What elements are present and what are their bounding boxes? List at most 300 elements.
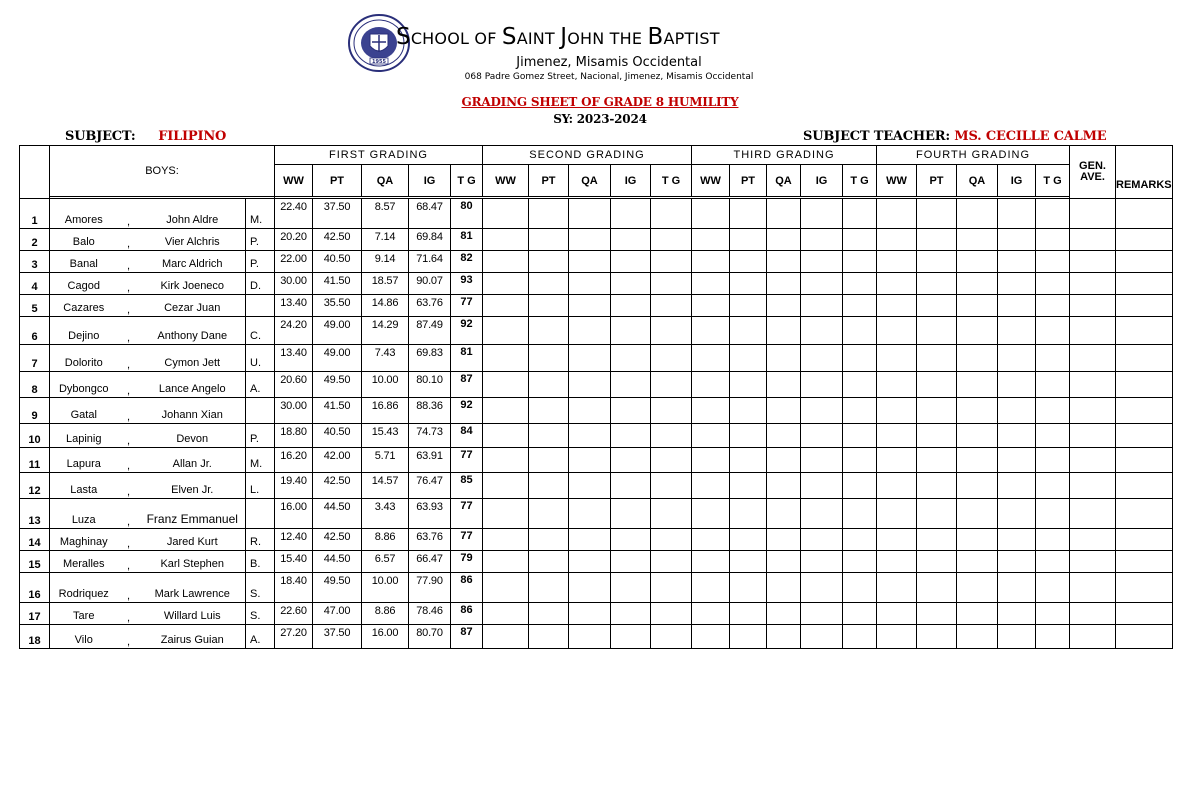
subcol-header-3-ww: WW (692, 165, 730, 197)
score-pt: 47.00 (313, 603, 362, 625)
student-last-name: Gatal (50, 398, 118, 424)
subject-value: FILIPINO (158, 129, 227, 144)
score-tg: 92 (451, 317, 483, 345)
empty-grade-cell (998, 317, 1036, 345)
score-pt: 40.50 (313, 424, 362, 448)
empty-grade-cell (957, 199, 998, 229)
empty-grade-cell (730, 573, 767, 603)
student-row (20, 273, 1173, 295)
student-middle-initial: B. (246, 551, 275, 573)
student-number: 18 (20, 625, 50, 649)
empty-grade-cell (957, 372, 998, 398)
score-ig: 69.84 (409, 229, 451, 251)
student-row (20, 529, 1173, 551)
empty-grade-cell (843, 199, 877, 229)
grading-table (19, 145, 1173, 649)
empty-grade-cell (1036, 317, 1070, 345)
school-address-line1: Jimenez, Misamis Occidental (516, 55, 702, 70)
student-row (20, 199, 1173, 229)
empty-grade-cell (483, 372, 529, 398)
empty-grade-cell (651, 229, 692, 251)
empty-grade-cell (767, 551, 801, 573)
empty-grade-cell (569, 273, 611, 295)
empty-grade-cell (692, 345, 730, 372)
score-qa: 16.00 (362, 625, 409, 649)
empty-grade-cell (767, 398, 801, 424)
student-last-name: Rodriquez (50, 573, 118, 603)
score-ww: 30.00 (275, 398, 313, 424)
empty-grade-cell (957, 473, 998, 499)
empty-grade-cell (529, 448, 569, 473)
empty-grade-cell (843, 573, 877, 603)
empty-grade-cell (569, 529, 611, 551)
empty-grade-cell (877, 317, 917, 345)
score-tg: 80 (451, 199, 483, 229)
subject-field (65, 129, 226, 144)
empty-grade-cell (957, 317, 998, 345)
empty-grade-cell (998, 473, 1036, 499)
empty-grade-cell (917, 473, 957, 499)
name-comma: , (118, 625, 140, 649)
empty-grade-cell (651, 199, 692, 229)
score-tg: 86 (451, 603, 483, 625)
score-qa: 14.86 (362, 295, 409, 317)
empty-grade-cell (611, 398, 651, 424)
student-row (20, 573, 1173, 603)
empty-grade-cell (801, 295, 843, 317)
empty-grade-cell (730, 499, 767, 529)
empty-grade-cell (483, 499, 529, 529)
empty-grade-cell (843, 229, 877, 251)
student-middle-initial: L. (246, 473, 275, 499)
student-last-name: Lapinig (50, 424, 118, 448)
empty-grade-cell (611, 199, 651, 229)
school-name-text: OHN THE (567, 29, 648, 48)
empty-grade-cell (877, 499, 917, 529)
empty-grade-cell (730, 473, 767, 499)
name-comma: , (118, 499, 140, 529)
gen-ave-cell (1070, 473, 1116, 499)
empty-grade-cell (998, 273, 1036, 295)
empty-grade-cell (730, 551, 767, 573)
student-number: 1 (20, 199, 50, 229)
school-name-capital: S (396, 24, 411, 50)
gen-ave-cell (1070, 529, 1116, 551)
empty-grade-cell (998, 448, 1036, 473)
empty-grade-cell (611, 345, 651, 372)
empty-grade-cell (529, 499, 569, 529)
remarks-cell (1116, 199, 1173, 229)
subcol-header-4-tg: T G (1036, 165, 1070, 197)
empty-grade-cell (917, 398, 957, 424)
remarks-cell (1116, 398, 1173, 424)
name-comma: , (118, 573, 140, 603)
score-tg: 77 (451, 295, 483, 317)
remarks-cell (1116, 424, 1173, 448)
empty-grade-cell (917, 199, 957, 229)
empty-grade-cell (611, 317, 651, 345)
student-middle-initial: S. (246, 603, 275, 625)
empty-grade-cell (611, 273, 651, 295)
student-row (20, 448, 1173, 473)
student-number: 12 (20, 473, 50, 499)
empty-grade-cell (651, 529, 692, 551)
subcol-header-2-tg: T G (651, 165, 692, 197)
empty-grade-cell (877, 603, 917, 625)
empty-grade-cell (877, 448, 917, 473)
score-ww: 18.80 (275, 424, 313, 448)
student-last-name: Dybongco (50, 372, 118, 398)
empty-grade-cell (651, 273, 692, 295)
subcol-header-2-ww: WW (483, 165, 529, 197)
student-row (20, 345, 1173, 372)
empty-grade-cell (569, 499, 611, 529)
school-address-line2: 068 Padre Gomez Street, Nacional, Jimenez, Misamis Occidental (464, 72, 754, 82)
empty-grade-cell (957, 229, 998, 251)
name-comma: , (118, 603, 140, 625)
empty-grade-cell (1036, 573, 1070, 603)
student-row (20, 625, 1173, 649)
logo-year: 1955 (372, 59, 386, 66)
empty-grade-cell (483, 229, 529, 251)
empty-grade-cell (692, 529, 730, 551)
empty-grade-cell (692, 424, 730, 448)
score-qa: 16.86 (362, 398, 409, 424)
school-year: SY: 2023-2024 (553, 112, 647, 126)
student-last-name: Banal (50, 251, 118, 273)
subcol-header-1-ig: IG (409, 165, 451, 197)
empty-grade-cell (767, 372, 801, 398)
student-first-name: Cezar Juan (140, 295, 246, 317)
empty-grade-cell (957, 603, 998, 625)
remarks-cell (1116, 529, 1173, 551)
sheet-title: GRADING SHEET OF GRADE 8 HUMILITY (461, 95, 739, 109)
empty-grade-cell (569, 251, 611, 273)
student-number: 4 (20, 273, 50, 295)
empty-grade-cell (801, 273, 843, 295)
empty-grade-cell (529, 229, 569, 251)
student-first-name: Karl Stephen (140, 551, 246, 573)
score-tg: 77 (451, 529, 483, 551)
empty-grade-cell (877, 273, 917, 295)
student-middle-initial: P. (246, 229, 275, 251)
empty-grade-cell (569, 603, 611, 625)
empty-grade-cell (877, 625, 917, 649)
teacher-value: MS. CECILLE CALME (954, 129, 1107, 144)
name-comma: , (118, 251, 140, 273)
empty-grade-cell (917, 345, 957, 372)
score-ig: 76.47 (409, 473, 451, 499)
score-tg: 86 (451, 573, 483, 603)
empty-grade-cell (998, 251, 1036, 273)
score-ig: 69.83 (409, 345, 451, 372)
gen-ave-cell (1070, 448, 1116, 473)
gen-ave-cell (1070, 424, 1116, 448)
empty-grade-cell (651, 448, 692, 473)
empty-grade-cell (957, 295, 998, 317)
empty-grade-cell (529, 273, 569, 295)
gen-ave-cell (1070, 273, 1116, 295)
score-pt: 42.00 (313, 448, 362, 473)
score-qa: 10.00 (362, 573, 409, 603)
empty-grade-cell (998, 229, 1036, 251)
empty-grade-cell (767, 317, 801, 345)
student-number: 8 (20, 372, 50, 398)
empty-grade-cell (801, 398, 843, 424)
score-pt: 49.00 (313, 345, 362, 372)
gen-ave-cell (1070, 199, 1116, 229)
score-pt: 41.50 (313, 273, 362, 295)
empty-grade-cell (843, 529, 877, 551)
score-pt: 42.50 (313, 229, 362, 251)
empty-grade-cell (529, 317, 569, 345)
empty-grade-cell (843, 603, 877, 625)
empty-grade-cell (529, 551, 569, 573)
empty-grade-cell (730, 398, 767, 424)
score-ww: 30.00 (275, 273, 313, 295)
score-qa: 3.43 (362, 499, 409, 529)
empty-grade-cell (767, 295, 801, 317)
empty-grade-cell (843, 251, 877, 273)
remarks-cell (1116, 499, 1173, 529)
empty-grade-cell (957, 424, 998, 448)
score-ig: 71.64 (409, 251, 451, 273)
empty-grade-cell (877, 529, 917, 551)
empty-grade-cell (483, 345, 529, 372)
empty-grade-cell (651, 603, 692, 625)
score-ww: 22.60 (275, 603, 313, 625)
gen-ave-cell (1070, 345, 1116, 372)
empty-grade-cell (529, 625, 569, 649)
empty-grade-cell (877, 345, 917, 372)
student-number: 14 (20, 529, 50, 551)
empty-grade-cell (692, 625, 730, 649)
empty-grade-cell (957, 448, 998, 473)
empty-grade-cell (998, 573, 1036, 603)
empty-grade-cell (917, 229, 957, 251)
empty-grade-cell (529, 372, 569, 398)
score-ww: 22.40 (275, 199, 313, 229)
empty-grade-cell (843, 295, 877, 317)
student-first-name: Johann Xian (140, 398, 246, 424)
empty-grade-cell (998, 345, 1036, 372)
empty-grade-cell (767, 473, 801, 499)
student-first-name: Jared Kurt (140, 529, 246, 551)
empty-grade-cell (529, 603, 569, 625)
empty-grade-cell (801, 529, 843, 551)
student-number: 16 (20, 573, 50, 603)
empty-grade-cell (611, 625, 651, 649)
empty-grade-cell (529, 398, 569, 424)
empty-grade-cell (611, 573, 651, 603)
score-ig: 63.76 (409, 295, 451, 317)
student-row (20, 251, 1173, 273)
score-tg: 79 (451, 551, 483, 573)
empty-grade-cell (529, 573, 569, 603)
score-qa: 14.57 (362, 473, 409, 499)
empty-grade-cell (767, 573, 801, 603)
empty-grade-cell (801, 603, 843, 625)
empty-grade-cell (801, 372, 843, 398)
empty-grade-cell (957, 251, 998, 273)
score-ig: 90.07 (409, 273, 451, 295)
empty-grade-cell (998, 199, 1036, 229)
student-last-name: Luza (50, 499, 118, 529)
remarks-cell (1116, 295, 1173, 317)
student-first-name: Lance Angelo (140, 372, 246, 398)
empty-grade-cell (611, 372, 651, 398)
empty-grade-cell (917, 499, 957, 529)
score-qa: 9.14 (362, 251, 409, 273)
student-last-name: Amores (50, 199, 118, 229)
empty-grade-cell (843, 372, 877, 398)
empty-grade-cell (651, 551, 692, 573)
empty-grade-cell (843, 424, 877, 448)
student-number: 6 (20, 317, 50, 345)
name-comma: , (118, 448, 140, 473)
empty-grade-cell (569, 625, 611, 649)
name-comma: , (118, 551, 140, 573)
empty-grade-cell (651, 573, 692, 603)
student-first-name: John Aldre (140, 199, 246, 229)
score-ww: 13.40 (275, 345, 313, 372)
school-name-text: AINT (516, 29, 561, 48)
student-first-name: Marc Aldrich (140, 251, 246, 273)
document-header (0, 0, 1200, 90)
empty-grade-cell (730, 603, 767, 625)
student-row (20, 398, 1173, 424)
empty-grade-cell (611, 499, 651, 529)
score-tg: 93 (451, 273, 483, 295)
score-ww: 20.20 (275, 229, 313, 251)
student-row (20, 499, 1173, 529)
student-last-name: Lasta (50, 473, 118, 499)
score-qa: 15.43 (362, 424, 409, 448)
empty-grade-cell (1036, 295, 1070, 317)
student-middle-initial: U. (246, 345, 275, 372)
empty-grade-cell (611, 295, 651, 317)
empty-grade-cell (843, 317, 877, 345)
remarks-cell (1116, 317, 1173, 345)
score-ww: 20.60 (275, 372, 313, 398)
empty-grade-cell (611, 229, 651, 251)
empty-grade-cell (569, 372, 611, 398)
empty-grade-cell (730, 448, 767, 473)
remarks-cell (1116, 603, 1173, 625)
empty-grade-cell (998, 603, 1036, 625)
student-row (20, 372, 1173, 398)
empty-grade-cell (767, 603, 801, 625)
empty-grade-cell (998, 372, 1036, 398)
gen-ave-cell (1070, 229, 1116, 251)
empty-grade-cell (917, 273, 957, 295)
teacher-field (803, 129, 1107, 144)
empty-grade-cell (651, 345, 692, 372)
student-first-name: Anthony Dane (140, 317, 246, 345)
score-ww: 19.40 (275, 473, 313, 499)
score-tg: 81 (451, 229, 483, 251)
third-grading-header: THIRD GRADING (692, 146, 877, 165)
subcol-header-1-pt: PT (313, 165, 362, 197)
empty-grade-cell (569, 199, 611, 229)
empty-grade-cell (801, 317, 843, 345)
empty-grade-cell (877, 473, 917, 499)
empty-grade-cell (801, 625, 843, 649)
student-first-name: Allan Jr. (140, 448, 246, 473)
empty-grade-cell (692, 448, 730, 473)
score-qa: 7.14 (362, 229, 409, 251)
empty-grade-cell (730, 199, 767, 229)
remarks-cell (1116, 273, 1173, 295)
student-first-name: Devon (140, 424, 246, 448)
empty-grade-cell (843, 273, 877, 295)
score-ww: 22.00 (275, 251, 313, 273)
student-last-name: Maghinay (50, 529, 118, 551)
boys-header: BOYS: (50, 146, 275, 197)
fourth-grading-header: FOURTH GRADING (877, 146, 1070, 165)
school-name-capital: B (647, 24, 664, 50)
gen-ave-cell (1070, 499, 1116, 529)
empty-grade-cell (801, 551, 843, 573)
remarks-cell (1116, 345, 1173, 372)
student-last-name: Lapura (50, 448, 118, 473)
student-last-name: Cagod (50, 273, 118, 295)
score-qa: 6.57 (362, 551, 409, 573)
empty-grade-cell (483, 529, 529, 551)
empty-grade-cell (692, 603, 730, 625)
score-tg: 77 (451, 499, 483, 529)
empty-grade-cell (1036, 603, 1070, 625)
student-number: 10 (20, 424, 50, 448)
subcol-header-1-qa: QA (362, 165, 409, 197)
empty-grade-cell (692, 295, 730, 317)
empty-grade-cell (1036, 229, 1070, 251)
score-pt: 42.50 (313, 473, 362, 499)
subcol-header-3-ig: IG (801, 165, 843, 197)
empty-grade-cell (877, 295, 917, 317)
empty-grade-cell (917, 551, 957, 573)
score-tg: 81 (451, 345, 483, 372)
student-last-name: Balo (50, 229, 118, 251)
remarks-cell (1116, 551, 1173, 573)
gen-ave-cell (1070, 625, 1116, 649)
empty-grade-cell (767, 251, 801, 273)
empty-grade-cell (877, 251, 917, 273)
empty-grade-cell (767, 345, 801, 372)
empty-grade-cell (692, 573, 730, 603)
score-ig: 68.47 (409, 199, 451, 229)
empty-grade-cell (767, 625, 801, 649)
empty-grade-cell (957, 573, 998, 603)
student-number: 3 (20, 251, 50, 273)
empty-grade-cell (651, 424, 692, 448)
empty-grade-cell (998, 625, 1036, 649)
gen-ave-cell (1070, 295, 1116, 317)
score-ig: 88.36 (409, 398, 451, 424)
score-pt: 42.50 (313, 529, 362, 551)
student-last-name: Meralles (50, 551, 118, 573)
score-pt: 49.50 (313, 372, 362, 398)
remarks-cell (1116, 573, 1173, 603)
student-number: 9 (20, 398, 50, 424)
score-ww: 16.00 (275, 499, 313, 529)
score-qa: 8.86 (362, 529, 409, 551)
student-middle-initial: M. (246, 448, 275, 473)
empty-grade-cell (529, 473, 569, 499)
empty-grade-cell (877, 199, 917, 229)
empty-grade-cell (483, 273, 529, 295)
student-number: 5 (20, 295, 50, 317)
